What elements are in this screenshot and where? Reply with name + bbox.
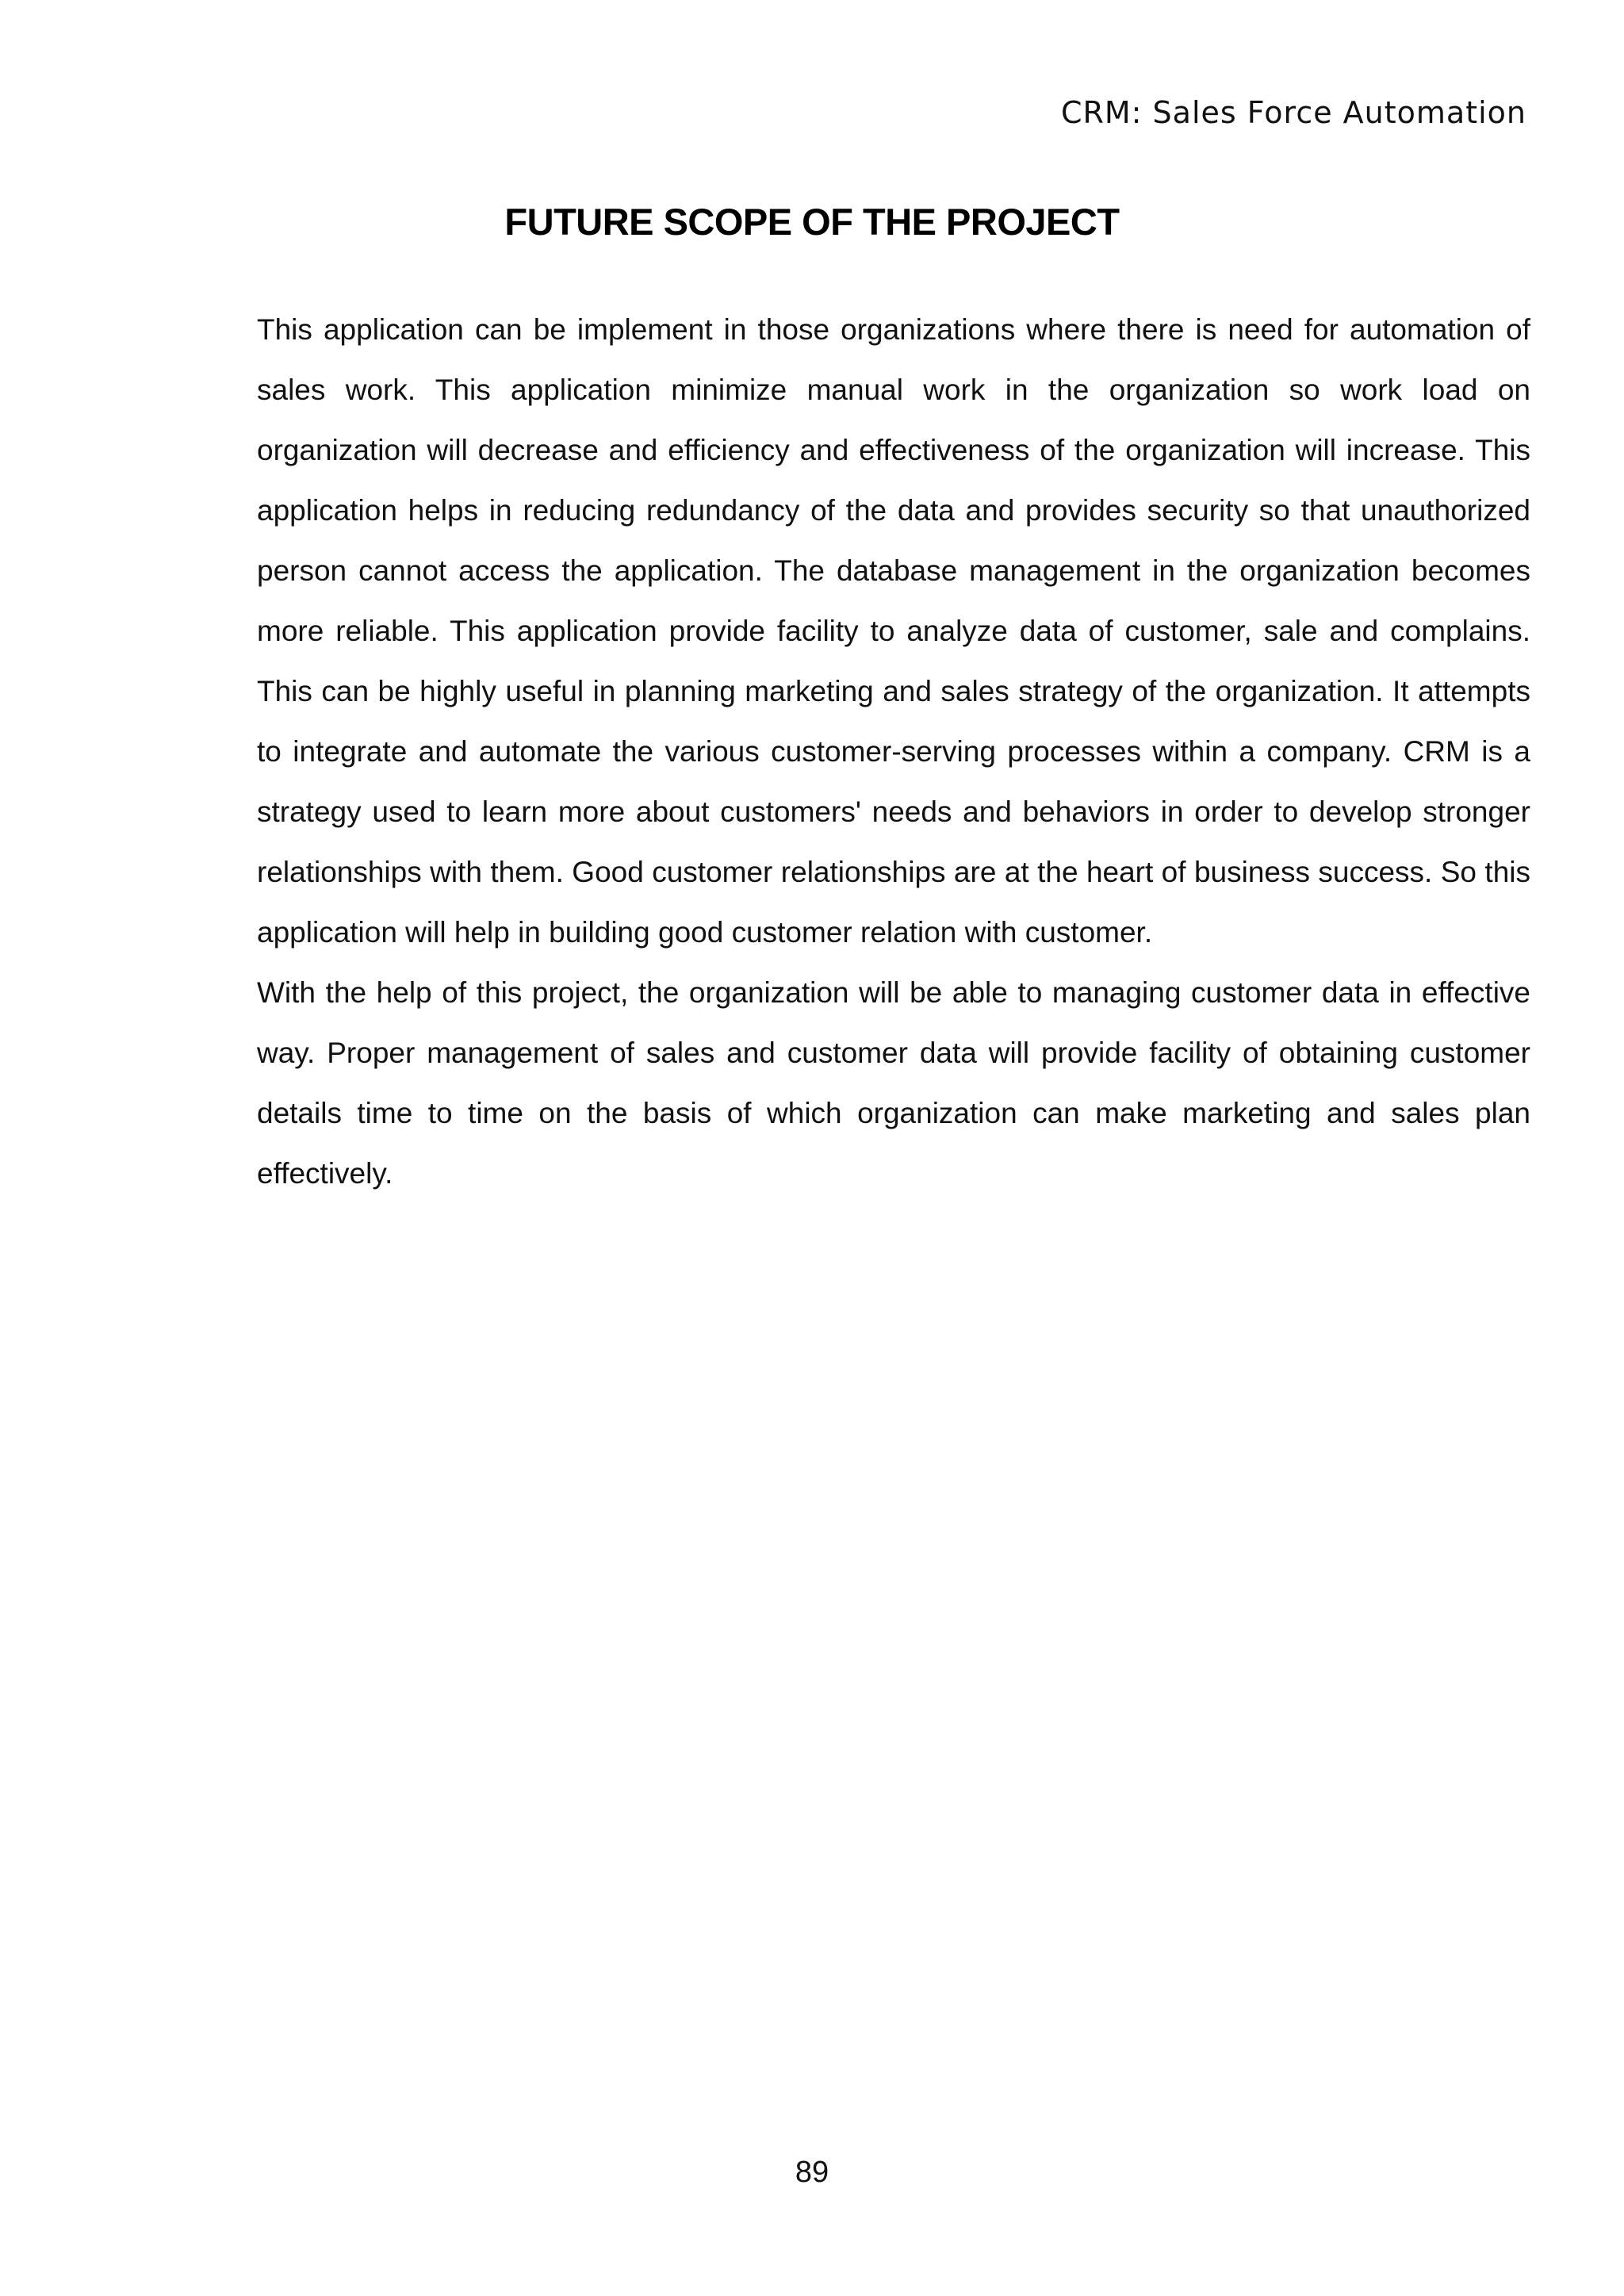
page-number: 89: [795, 2156, 829, 2189]
body-text: [257, 300, 1530, 1204]
running-header: CRM: Sales Force Automation: [1060, 95, 1526, 130]
page-title: FUTURE SCOPE OF THE PROJECT: [504, 201, 1120, 243]
paragraph-1: This application can be implement in those organizations where there is need for automation of sales work. This application minimize manual work in the organization so work load on organization will decrease and efficiency and effectiveness of the organization will increase. This application helps in reducing redundancy of the data and provides security so that unauthorized person cannot access the application. The database management in the organization becomes more reliable. This application provide facility to analyze data of customer, sale and complains. This can be highly useful in planning marketing and sales strategy of the organization. It attempts to integrate and automate the various customer-serving processes within a company. CRM is a strategy used to learn more about customers' needs and behaviors in order to develop stronger relationships with them. Good customer relationships are at the heart of business success. So this application will help in building good customer relation with customer.: [257, 313, 1530, 949]
paragraph-2: With the help of this project, the organization will be able to managing customer data in effective way. Proper management of sales and customer data will provide facility of obtaining customer details time to time on the basis of which organization can make marketing and sales plan effectively.: [257, 976, 1530, 1190]
